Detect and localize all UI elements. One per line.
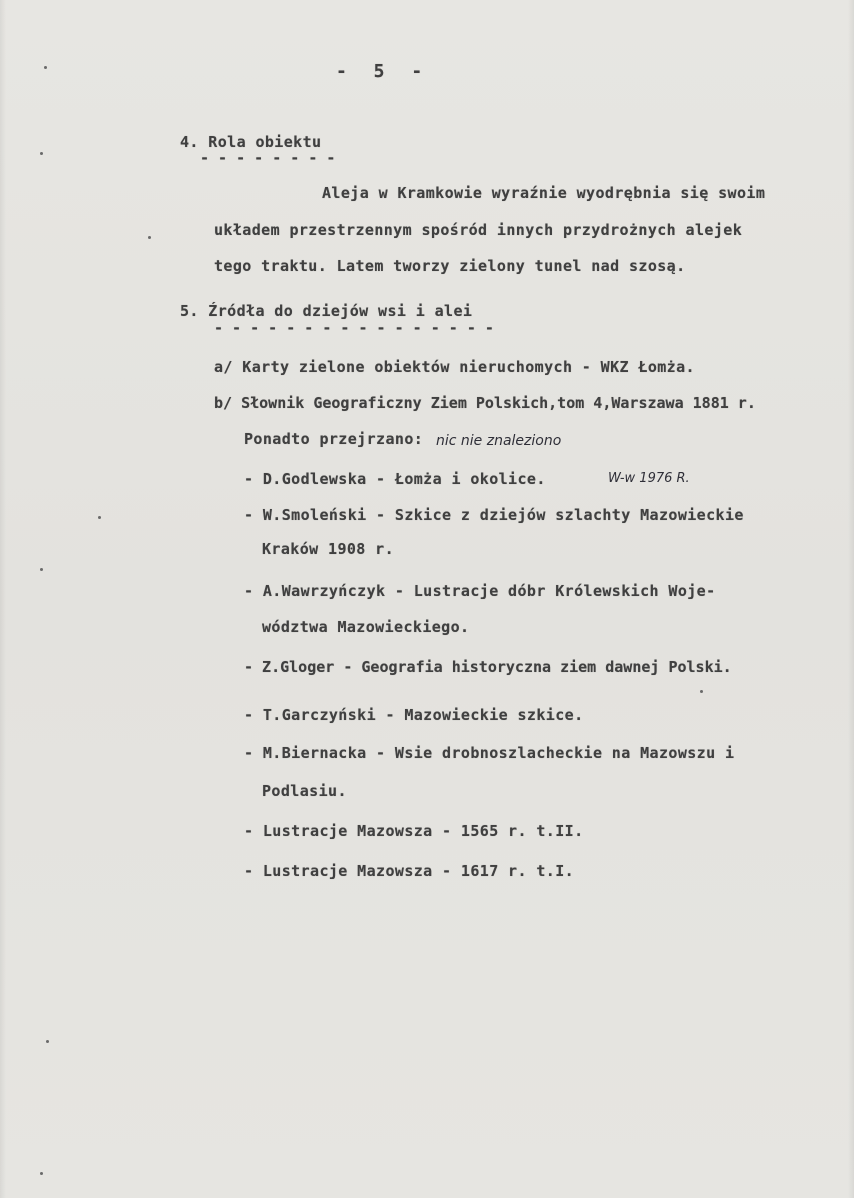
section-4-paragraph-line: układem przestrzennym spośród innych przydrożnych alejek	[214, 221, 743, 239]
source-list-item-continuation: Podlasiu.	[262, 782, 347, 800]
scan-speck	[40, 152, 43, 155]
source-item-b: b/ Słownik Geograficzny Ziem Polskich,tom 4,Warszawa 1881 r.	[214, 394, 756, 412]
scan-speck	[40, 1172, 43, 1175]
source-list-item: - T.Garczyński - Mazowieckie szkice.	[244, 706, 584, 724]
scan-speck	[40, 568, 43, 571]
source-list-item-continuation: wództwa Mazowieckiego.	[262, 618, 470, 636]
source-item-a: a/ Karty zielone obiektów nieruchomych - WKZ Łomża.	[214, 358, 695, 376]
scan-speck	[700, 690, 703, 693]
section-4-underline: - - - - - - - -	[200, 149, 336, 167]
section-5-underline: - - - - - - - - - - - - - - - -	[214, 319, 494, 337]
scan-speck	[98, 516, 101, 519]
source-list-item: - Lustracje Mazowsza - 1617 r. t.I.	[244, 862, 575, 880]
source-list-item: - M.Biernacka - Wsie drobnoszlacheckie na Mazowszu i	[244, 744, 735, 762]
source-list-item: - Z.Gloger - Geografia historyczna ziem dawnej Polski.	[244, 658, 732, 676]
handwritten-note: W-w 1976 R.	[608, 471, 690, 486]
source-list-item: - A.Wawrzyńczyk - Lustracje dóbr Królewskich Woje-	[244, 582, 716, 600]
scan-speck	[44, 66, 47, 69]
section-4-heading: 4. Rola obiektu	[180, 133, 322, 151]
scan-speck	[46, 1040, 49, 1043]
source-item-b-note: Ponadto przejrzano:	[244, 430, 424, 448]
page-edge-left	[0, 0, 6, 1198]
source-list-item-continuation: Kraków 1908 r.	[262, 540, 395, 558]
handwritten-note: nic nie znaleziono	[436, 433, 562, 449]
source-list-item: - Lustracje Mazowsza - 1565 r. t.II.	[244, 822, 584, 840]
section-4-paragraph-line: Aleja w Kramkowie wyraźnie wyodrębnia się swoim	[322, 184, 766, 202]
source-list-item: - W.Smoleński - Szkice z dziejów szlachty Mazowieckie	[244, 506, 744, 524]
page-edge-right	[848, 0, 854, 1198]
section-4-paragraph-line: tego traktu. Latem tworzy zielony tunel nad szosą.	[214, 257, 686, 275]
page-number: - 5 -	[336, 61, 431, 82]
section-5-heading: 5. Źródła do dziejów wsi i alei	[180, 302, 473, 320]
scan-speck	[148, 236, 151, 239]
source-list-item: - D.Godlewska - Łomża i okolice.	[244, 470, 546, 488]
